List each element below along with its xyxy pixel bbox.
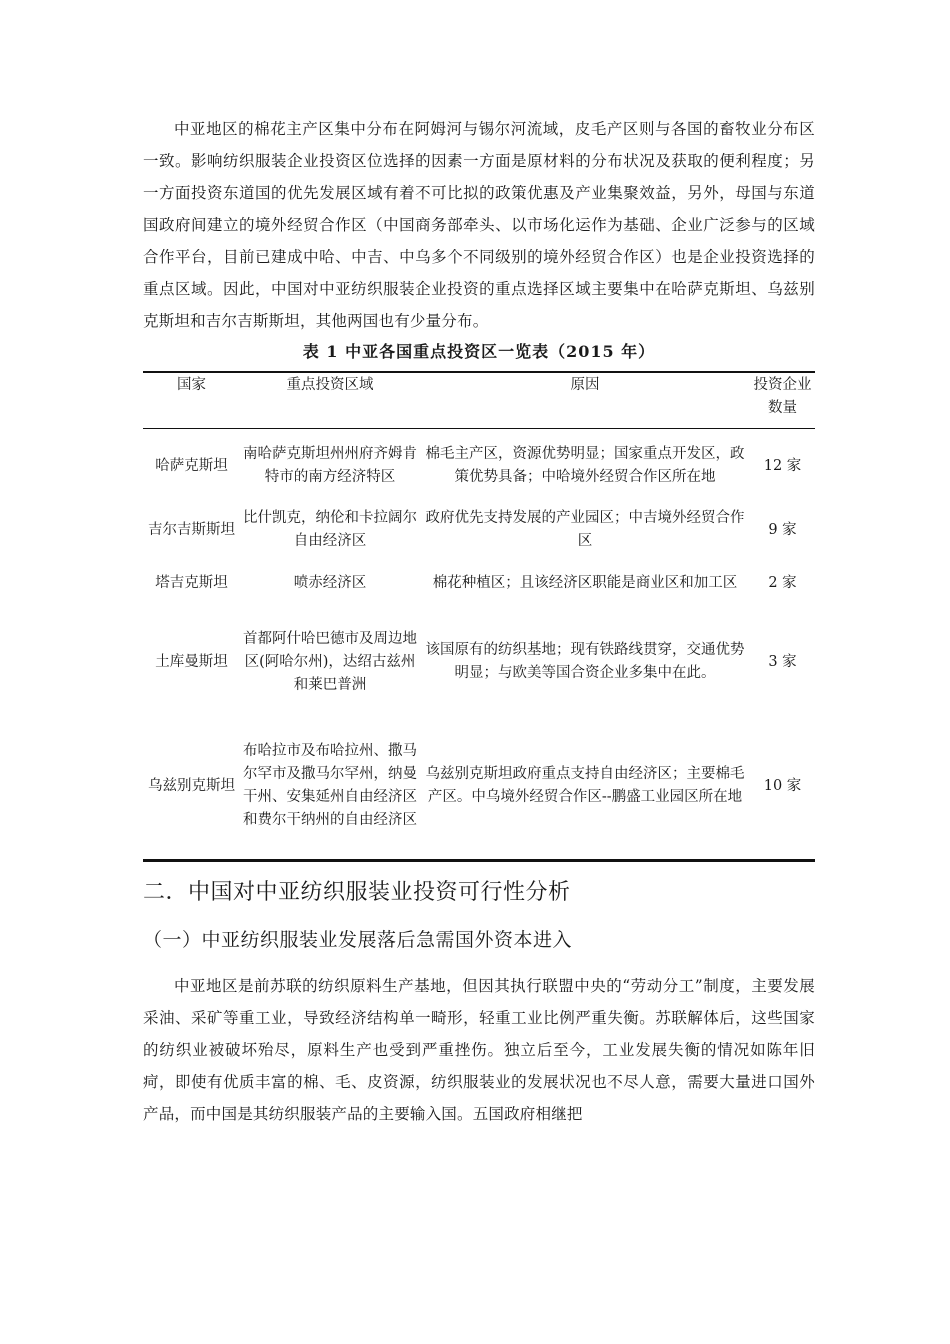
cell-zone: 布哈拉市及布哈拉州、撒马尔罕市及撒马尔罕州，纳曼干州、安集延州自由经济区和费尔干纳州的自由经济区 bbox=[243, 743, 417, 829]
cell-reason: 政府优先支持发展的产业园区；中吉境外经贸合作区 bbox=[425, 510, 745, 549]
cell-country: 乌兹别克斯坦 bbox=[148, 777, 235, 794]
header-reason: 原因 bbox=[420, 372, 750, 428]
table-row bbox=[143, 428, 815, 504]
table-row bbox=[143, 556, 815, 610]
cell-zone: 首都阿什哈巴德市及周边地区(阿哈尔州)，达绍古兹州和莱巴普洲 bbox=[243, 630, 417, 693]
cell-count: 9 家 bbox=[768, 521, 797, 538]
cell-reason: 该国原有的纺织基地；现有铁路线贯穿，交通优势明显；与欧美等国合资企业多集中在此。 bbox=[425, 642, 745, 681]
cell-count: 12 家 bbox=[763, 457, 802, 474]
cell-zone: 喷赤经济区 bbox=[293, 574, 367, 591]
header-country: 国家 bbox=[143, 372, 240, 428]
cell-count: 2 家 bbox=[768, 574, 797, 591]
investment-zone-table bbox=[143, 371, 815, 862]
document-page bbox=[143, 113, 815, 1130]
cell-count: 10 家 bbox=[763, 777, 802, 794]
intro-paragraph: 中亚地区的棉花主产区集中分布在阿姆河与锡尔河流域，皮毛产区则与各国的畜牧业分布区一致。影响纺织服装企业投资区位选择的因素一方面是原材料的分布状况及获取的便利程度；另一方面投资东道国的优先发展区域有着不可比拟的政策优惠及产业集聚效益，另外，母国与东道国政府间建立的境外经贸合作区（中国商务部牵头、以市场化运作为基础、企业广泛参与的区域合作平台，目前已建成中哈、中吉、中乌多个不同级别的境外经贸合作区）也是企业投资选择的重点区域。因此，中国对中亚纺织服装企业投资的重点选择区域主要集中在哈萨克斯坦、乌兹别克斯坦和吉尔吉斯斯坦，其他两国也有少量分布。 bbox=[143, 120, 815, 330]
table-header-row bbox=[143, 372, 815, 428]
table-caption: 表 1 中亚各国重点投资区一览表（2015 年） bbox=[302, 342, 656, 361]
cell-country: 吉尔吉斯斯坦 bbox=[148, 521, 235, 538]
cell-reason: 棉毛主产区，资源优势明显；国家重点开发区，政策优势具备；中哈境外经贸合作区所在地 bbox=[425, 446, 745, 486]
cell-zone: 比什凯克，纳伦和卡拉阔尔自由经济区 bbox=[243, 510, 417, 549]
table-row bbox=[143, 610, 815, 714]
cell-zone: 南哈萨克斯坦州州府齐姆肯特市的南方经济特区 bbox=[243, 446, 417, 486]
cell-reason: 棉花种植区；且该经济区职能是商业区和加工区 bbox=[432, 574, 738, 591]
header-zone: 重点投资区域 bbox=[240, 372, 420, 428]
cell-country: 土库曼斯坦 bbox=[155, 653, 228, 670]
header-count: 投资企业数量 bbox=[750, 372, 815, 428]
table-row bbox=[143, 504, 815, 556]
cell-count: 3 家 bbox=[768, 653, 797, 670]
cell-reason: 乌兹别克斯坦政府重点支持自由经济区；主要棉毛产区。中乌境外经贸合作区--鹏盛工业园区所在地 bbox=[425, 766, 745, 806]
section-heading: 二．中国对中亚纺织服装业投资可行性分析 bbox=[143, 879, 571, 905]
table-row bbox=[143, 714, 815, 860]
cell-country: 哈萨克斯坦 bbox=[155, 457, 228, 474]
body-paragraph: 中亚地区是前苏联的纺织原料生产基地，但因其执行联盟中央的“劳动分工”制度，主要发展采油、采矿等重工业，导致经济结构单一畸形，轻重工业比例严重失衡。苏联解体后，这些国家的纺织业被破坏殆尽，原料生产也受到严重挫伤。独立后至今，工业发展失衡的情况如陈年旧疴，即使有优质丰富的棉、毛、皮资源，纺织服装业的发展状况也不尽人意，需要大量进口国外产品，而中国是其纺织服装产品的主要输入国。五国政府相继把 bbox=[143, 976, 815, 1123]
subsection-heading: （一）中亚纺织服装业发展落后急需国外资本进入 bbox=[143, 928, 573, 951]
cell-country: 塔吉克斯坦 bbox=[155, 574, 228, 591]
